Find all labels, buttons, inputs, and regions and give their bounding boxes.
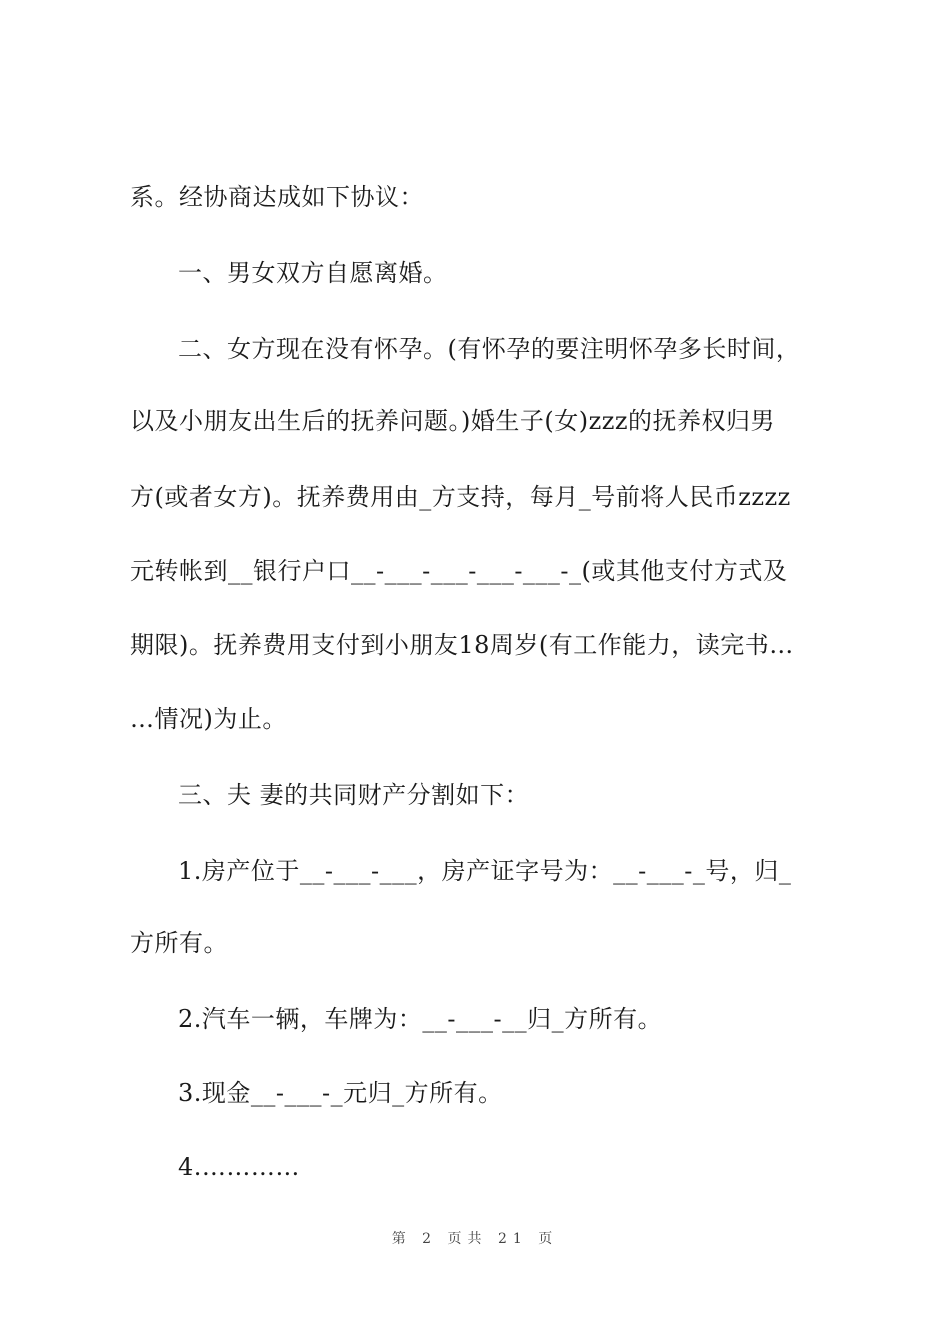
- item-1-line-2: 方所有。: [130, 929, 228, 957]
- clause-1: 一、男女双方自愿离婚。: [178, 259, 448, 287]
- item-2: 2.汽车一辆，车牌为：__-___-__归_方所有。: [178, 1005, 663, 1033]
- clause-2-line-3: 方(或者女方)。抚养费用由_方支持，每月_号前将人民币zzzz: [130, 483, 791, 511]
- item-1-line-1: 1.房产位于__-___-___，房产证字号为：__-___-_号，归_: [178, 857, 792, 885]
- item-4: 4.…………: [178, 1153, 300, 1181]
- clause-2-line-5: 期限)。抚养费用支付到小朋友18周岁(有工作能力，读完书…: [130, 631, 794, 659]
- clause-2-line-2: 以及小朋友出生后的抚养问题。)婚生子(女)zzz的抚养权归男: [130, 407, 776, 435]
- item-3: 3.现金__-___-_元归_方所有。: [178, 1079, 503, 1107]
- clause-2-line-4: 元转帐到__银行户口__-___-___-___-___-_(或其他支付方式及: [130, 557, 788, 585]
- clause-2-line-6: …情况)为止。: [130, 705, 287, 733]
- text-line-1: 系。经协商达成如下协议：: [130, 183, 424, 211]
- clause-2-line-1: 二、女方现在没有怀孕。(有怀孕的要注明怀孕多长时间，: [178, 335, 801, 363]
- clause-3: 三、夫 妻的共同财产分割如下：: [178, 781, 530, 809]
- page-number-footer: 第 2 页共 21 页: [391, 1231, 559, 1247]
